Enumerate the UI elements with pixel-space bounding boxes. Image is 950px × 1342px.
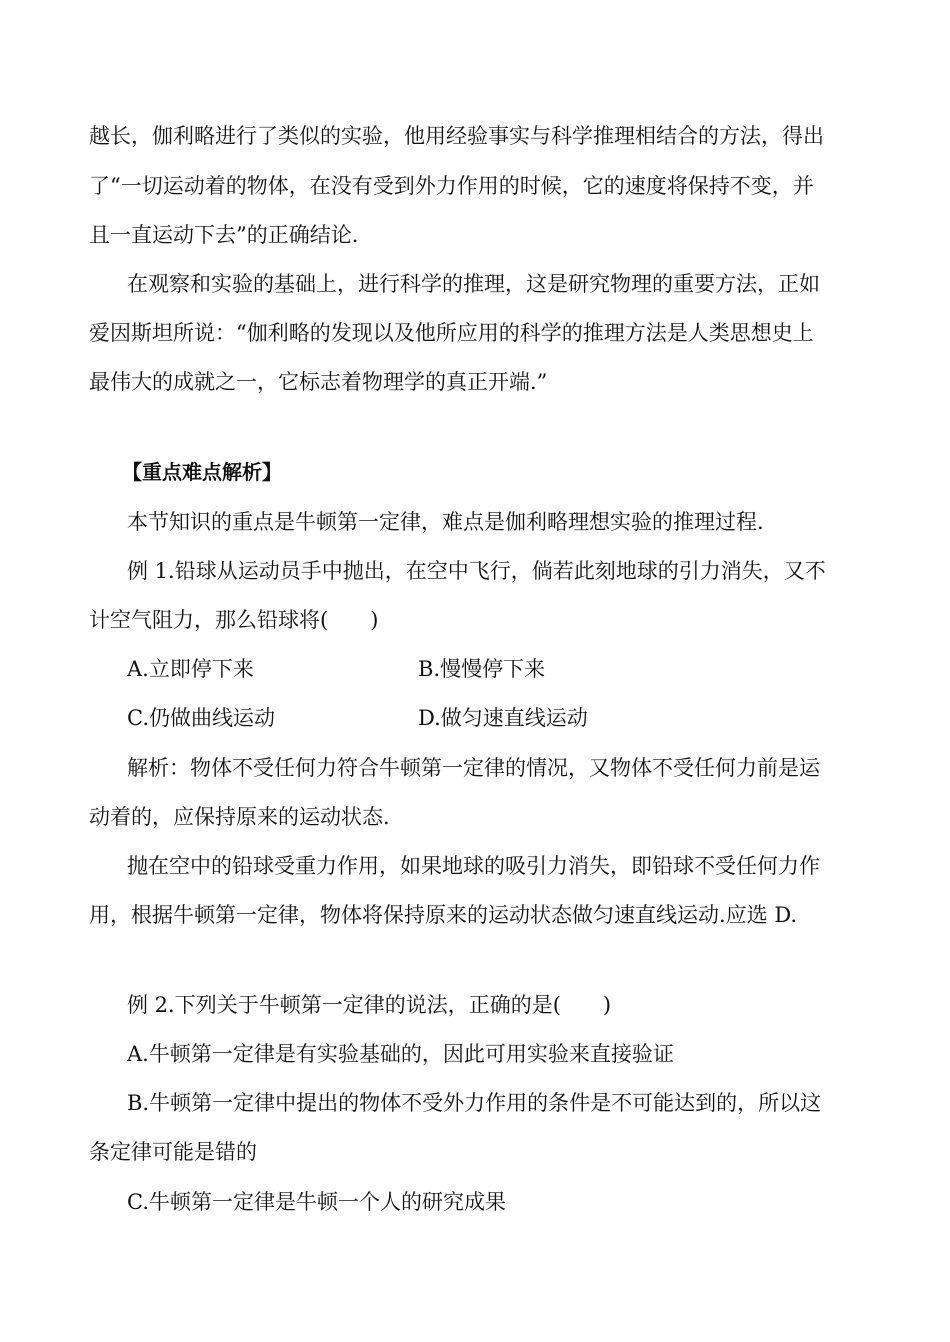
- paragraph-2-line-3: 最伟大的成就之一，它标志着物理学的真正开端.”: [89, 370, 548, 394]
- paragraph-1-line-1: 越长，伽利略进行了类似的实验，他用经验事实与科学推理相结合的方法，得出: [89, 124, 824, 148]
- section-heading: 【重点难点解析】: [122, 460, 282, 484]
- example-1-option-c: C.仍做曲线运动: [127, 706, 275, 730]
- example-1-analysis-1-line-2: 动着的，应保持原来的运动状态.: [89, 805, 390, 829]
- example-2-option-c: C.牛顿第一定律是牛顿一个人的研究成果: [127, 1190, 506, 1214]
- paragraph-1-line-3: 且一直运动下去”的正确结论.: [89, 223, 359, 247]
- example-1-analysis-2-line-1: 抛在空中的铅球受重力作用，如果地球的吸引力消失，即铅球不受任何力作: [127, 854, 820, 878]
- example-1-question-line-1: 例 1.铅球从运动员手中抛出，在空中飞行，倘若此刻地球的引力消失，又不: [127, 559, 826, 583]
- example-1-analysis-1-line-1: 解析：物体不受任何力符合牛顿第一定律的情况，又物体不受任何力前是运: [127, 756, 820, 780]
- example-2-option-b-line-1: B.牛顿第一定律中提出的物体不受外力作用的条件是不可能达到的，所以这: [127, 1091, 822, 1115]
- example-2-question: 例 2.下列关于牛顿第一定律的说法，正确的是( ): [127, 993, 612, 1017]
- example-1-option-d: D.做匀速直线运动: [418, 706, 588, 730]
- example-2-option-b-line-2: 条定律可能是错的: [89, 1140, 257, 1164]
- example-1-option-b: B.慢慢停下来: [418, 657, 546, 681]
- example-1-analysis-2-line-2: 用，根据牛顿第一定律，物体将保持原来的运动状态做匀速直线运动.应选 D.: [89, 903, 798, 927]
- intro-text: 本节知识的重点是牛顿第一定律，难点是伽利略理想实验的推理过程.: [127, 510, 764, 534]
- example-1-question-line-2: 计空气阻力，那么铅球将( ): [89, 608, 379, 632]
- example-2-option-a: A.牛顿第一定律是有实验基础的，因此可用实验来直接验证: [127, 1042, 674, 1066]
- paragraph-2-line-1: 在观察和实验的基础上，进行科学的推理，这是研究物理的重要方法，正如: [127, 272, 820, 296]
- paragraph-2-line-2: 爱因斯坦所说：“伽利略的发现以及他所应用的科学的推理方法是人类思想史上: [89, 321, 814, 345]
- example-1-option-a: A.立即停下来: [127, 657, 254, 681]
- paragraph-1-line-2: 了“一切运动着的物体，在没有受到外力作用的时候，它的速度将保持不变，并: [89, 174, 814, 198]
